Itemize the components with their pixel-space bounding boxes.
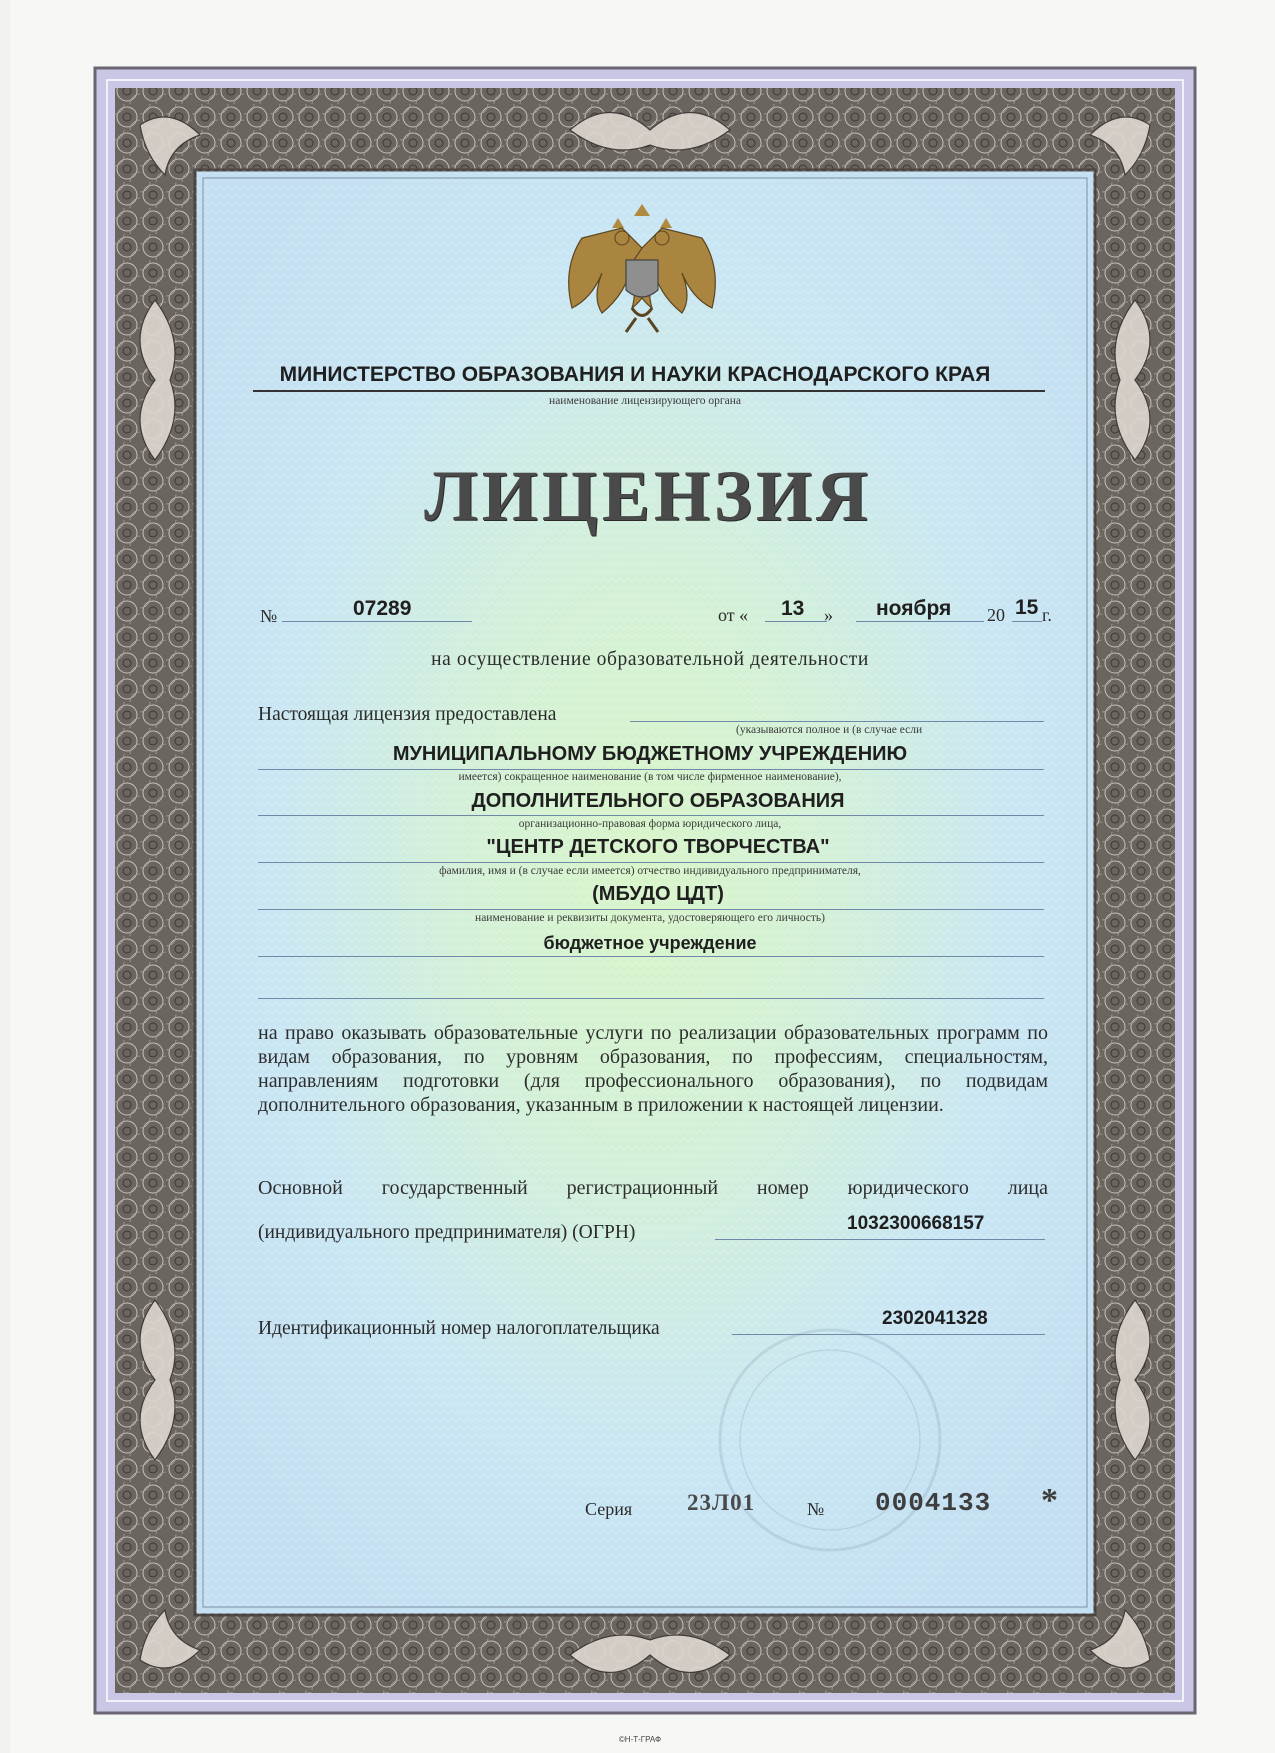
license-month: ноября xyxy=(876,597,952,620)
license-year: 15 xyxy=(1015,596,1039,619)
grantee-intro: Настоящая лицензия предоставлена xyxy=(258,704,557,725)
license-purpose: на осуществление образовательной деятельности xyxy=(431,649,869,670)
series-label: Серия xyxy=(585,1499,633,1519)
authority-underline xyxy=(253,390,1045,392)
year-unit: г. xyxy=(1042,605,1052,625)
inn-value: 2302041328 xyxy=(882,1308,988,1329)
month-underline xyxy=(856,621,984,622)
grantee-line-4: (МБУДО ЦДТ) xyxy=(592,883,724,905)
inn-underline xyxy=(732,1334,1045,1335)
grantee-caption-3: организационно-правовая форма юридического лица, xyxy=(518,818,782,830)
authority-caption: наименование лицензирующего органа xyxy=(549,395,741,407)
day-close-quote: » xyxy=(824,605,833,625)
ogrn-underline xyxy=(715,1239,1045,1240)
rights-paragraph: на право оказывать образовательные услуги по реализации образовательных программ по видам образования, по уровням образования, по профессиям, специальностям, направлениям подготовки (для профессионального образования), по подвидам дополнительного образования, указанным в приложении к настоящей лицензии. xyxy=(258,1022,1048,1116)
license-day: 13 xyxy=(781,597,805,620)
inn-label: Идентификационный номер налогоплательщика xyxy=(258,1318,660,1339)
form-number-label: № xyxy=(807,1499,825,1519)
year-underline xyxy=(1012,621,1042,622)
authority-name: МИНИСТЕРСТВО ОБРАЗОВАНИЯ И НАУКИ КРАСНОДАРСКОГО КРАЯ xyxy=(279,363,991,386)
year-prefix: 20 xyxy=(987,605,1005,625)
grantee-line-2: ДОПОЛНИТЕЛЬНОГО ОБРАЗОВАНИЯ xyxy=(471,790,845,812)
grantee-underline-3 xyxy=(258,862,1044,863)
grantee-underline-4 xyxy=(258,909,1044,910)
ogrn-value: 1032300668157 xyxy=(847,1213,985,1234)
license-number: 07289 xyxy=(353,597,412,620)
grantee-underline-5 xyxy=(258,956,1044,957)
grantee-underline-1 xyxy=(258,769,1044,770)
grantee-line-1: МУНИЦИПАЛЬНОМУ БЮДЖЕТНОМУ УЧРЕЖДЕНИЮ xyxy=(392,743,908,765)
ogrn-label-line-2: (индивидуального предпринимателя) (ОГРН) xyxy=(258,1222,636,1243)
form-number: 0004133 xyxy=(875,1488,992,1518)
date-from-label: от « xyxy=(718,605,749,625)
grantee-line-5: бюджетное учреждение xyxy=(543,933,757,953)
number-underline xyxy=(282,621,472,622)
grantee-caption-5: наименование и реквизиты документа, удостоверяющего его личность) xyxy=(475,912,825,924)
grantee-caption-1: (указываются полное и (в случае если xyxy=(736,724,923,736)
series-value: 23Л01 xyxy=(687,1490,756,1515)
grantee-underline-6 xyxy=(258,998,1044,999)
grantee-line-3: "ЦЕНТР ДЕТСКОГО ТВОРЧЕСТВА" xyxy=(486,836,830,858)
grantee-underline-2 xyxy=(258,815,1044,816)
license-sheet xyxy=(10,0,1275,1753)
day-underline xyxy=(765,621,827,622)
ogrn-label-line-1: Основной государственный регистрационный номер юридического лица xyxy=(258,1177,1048,1199)
grantee-caption-2: имеется) сокращенное наименование (в том числе фирменное наименование), xyxy=(458,771,842,783)
asterisk-mark: * xyxy=(1041,1482,1058,1519)
number-label: № xyxy=(260,606,278,626)
grantee-intro-underline xyxy=(630,721,1044,722)
printer-mark: ©Н-Т-ГРАФ xyxy=(618,1735,662,1744)
document-title: ЛИЦЕНЗИЯ xyxy=(424,456,872,536)
grantee-caption-4: фамилия, имя и (в случае если имеется) отчество индивидуального предпринимателя, xyxy=(439,865,861,877)
